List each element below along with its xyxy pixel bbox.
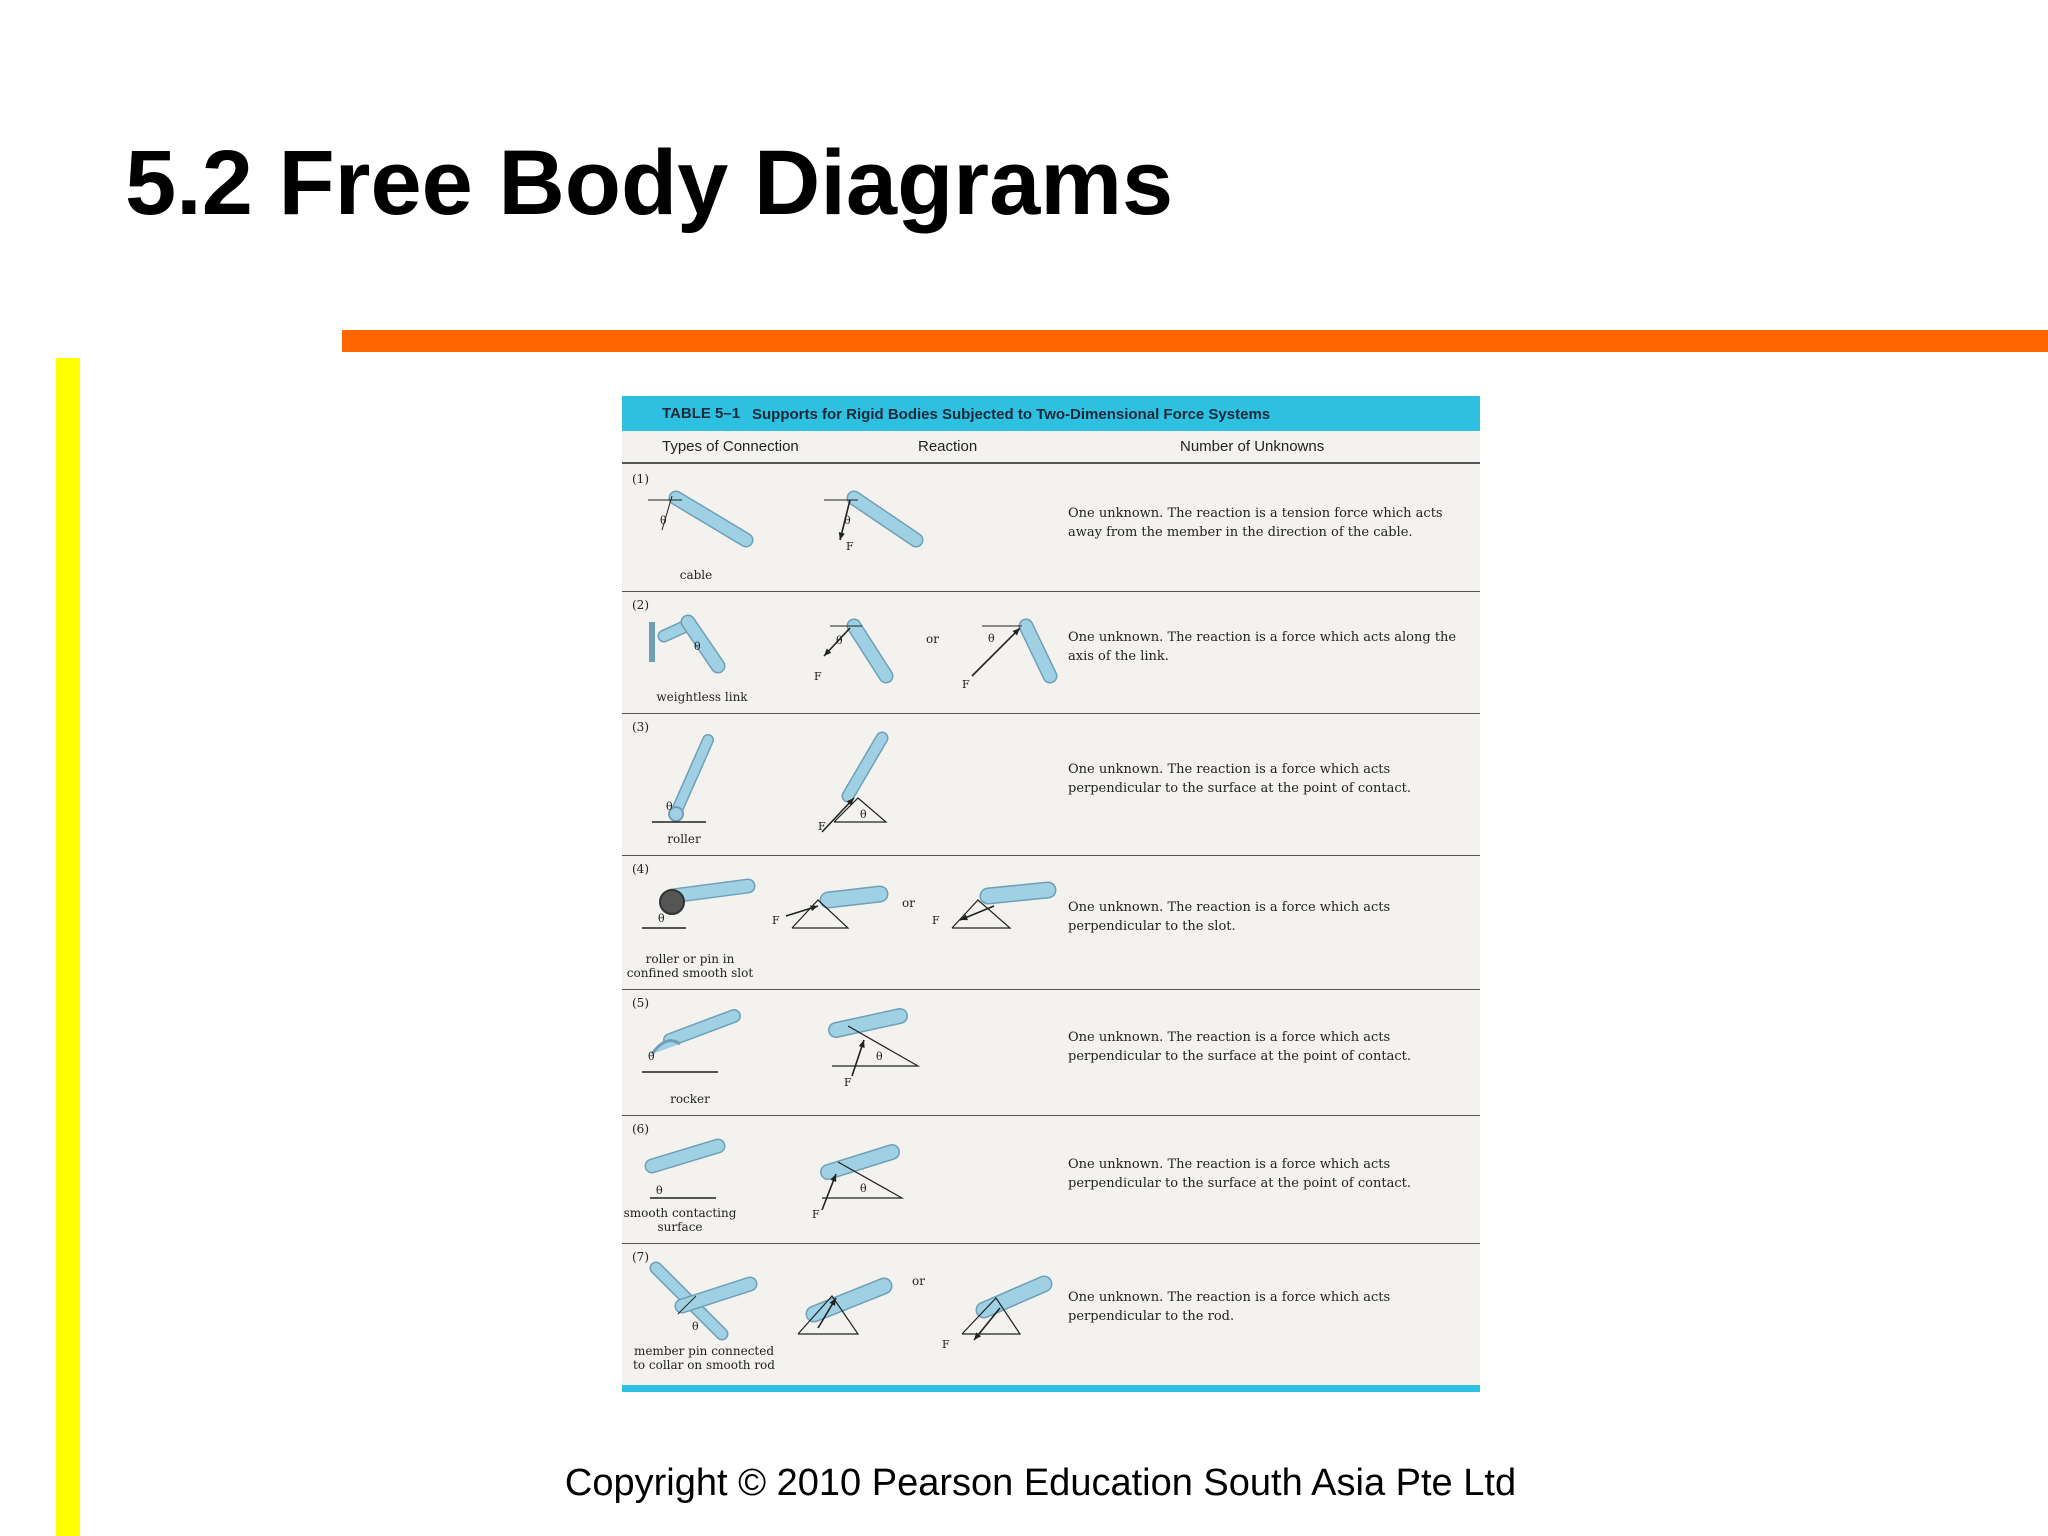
member-body [854,626,886,676]
row-index: (1) [632,472,649,486]
connection-caption [616,568,776,582]
unknowns-description: One unknown. The reaction is a force which acts perpendicular to the slot. [1068,900,1391,934]
row-index: (2) [632,598,649,612]
slide-title: 5.2 Free Body Diagrams [125,132,1174,234]
connection-caption-line: cable [679,568,713,582]
table-bottom-bar [622,1385,1480,1392]
unknowns-description: One unknown. The reaction is a force which acts perpendicular to the surface at the point of contact. [1068,762,1411,796]
angle-symbol: θ [836,634,843,647]
force-arrowhead [810,905,818,911]
supports-table-figure [622,396,1480,1392]
member-body [670,1016,734,1040]
connection-caption-line: rocker [670,1092,710,1106]
connection-caption [622,690,782,704]
table-row [622,592,1480,712]
row-index: (4) [632,862,649,876]
row-index: (7) [632,1250,649,1264]
table-row [622,1244,1480,1380]
or-label: or [912,1274,925,1288]
angle-symbol: θ [666,800,673,813]
connection-caption [610,1092,770,1106]
connection-caption-line: to collar on smooth rod [633,1358,775,1372]
force-label: F [962,678,970,691]
member-body [676,498,746,540]
connection-caption [600,1206,760,1234]
row-index: (3) [632,720,649,734]
table-number: TABLE 5–1 [662,405,741,422]
angle-symbol: θ [648,1050,655,1063]
connection-caption-line: surface [657,1220,703,1234]
connection-caption-line: roller [667,832,701,846]
yellow-accent-bar [56,358,80,1536]
angle-symbol: θ [876,1050,883,1063]
table-row [622,466,1480,590]
member-body [988,890,1048,896]
copyright-notice: Copyright © 2010 Pearson Education South Asia Pte Ltd [564,1462,1517,1504]
force-label: F [812,1208,820,1221]
force-arrowhead [859,1040,865,1048]
force-label: F [846,540,854,553]
unknowns-description: One unknown. The reaction is a force which acts perpendicular to the surface at the point of contact. [1068,1030,1411,1064]
member-body [828,894,880,900]
member-body [836,1016,900,1030]
row-index: (6) [632,1122,649,1136]
force-arrow-shaft [972,628,1020,676]
force-label: F [772,914,780,927]
orange-accent-bar [342,330,2048,352]
member-body [814,1286,884,1314]
rocker-shoe [652,1041,680,1054]
member-body [854,498,916,540]
force-label: F [942,1338,950,1351]
force-label: F [932,914,940,927]
incline-triangle [952,900,1010,928]
connection-caption-line: member pin connected [633,1344,775,1358]
column-header-connection: Types of Connection [662,438,799,455]
member-body [688,622,718,666]
angle-symbol: θ [988,632,995,645]
angle-symbol: θ [658,912,665,925]
angle-symbol: θ [660,514,667,527]
angle-symbol: θ [844,514,851,527]
connection-caption [610,952,770,980]
or-label: or [926,632,939,646]
angle-symbol: θ [860,1182,867,1195]
table-header [622,396,1480,431]
table-row [622,714,1480,854]
table-row [622,1116,1480,1242]
member-body [848,738,882,796]
force-label: F [814,670,822,683]
unknowns-description: One unknown. The reaction is a force which acts along the axis of the link. [1068,630,1457,664]
angle-symbol: θ [656,1184,663,1197]
column-header-reaction: Reaction [918,438,978,455]
connection-caption [604,832,764,846]
row-index: (5) [632,996,649,1010]
unknowns-description: One unknown. The reaction is a force which acts perpendicular to the rod. [1068,1290,1391,1324]
force-label: F [818,820,826,833]
force-label: F [844,1076,852,1089]
table-row [622,990,1480,1114]
table-caption: Supports for Rigid Bodies Subjected to Two-Dimensional Force Systems [752,406,1271,423]
column-header-unknowns: Number of Unknowns [1180,438,1325,455]
angle-symbol: θ [860,808,867,821]
pin-in-slot [660,890,684,914]
unknowns-description: One unknown. The reaction is a force which acts perpendicular to the surface at the point of contact. [1068,1157,1411,1191]
connection-caption [624,1344,784,1372]
member-body [678,740,708,808]
connection-caption-line: roller or pin in [645,952,735,966]
header-rule [622,462,1480,464]
table-row [622,856,1480,988]
angle-symbol: θ [692,1320,699,1333]
unknowns-description: One unknown. The reaction is a tension force which acts away from the member in the direction of the cable. [1068,506,1443,540]
member-body [1026,626,1050,676]
or-label: or [902,896,915,910]
connection-caption-line: weightless link [656,690,748,704]
connection-caption-line: smooth contacting [623,1206,737,1220]
angle-symbol: θ [694,640,701,653]
connection-caption-line: confined smooth slot [626,966,754,980]
